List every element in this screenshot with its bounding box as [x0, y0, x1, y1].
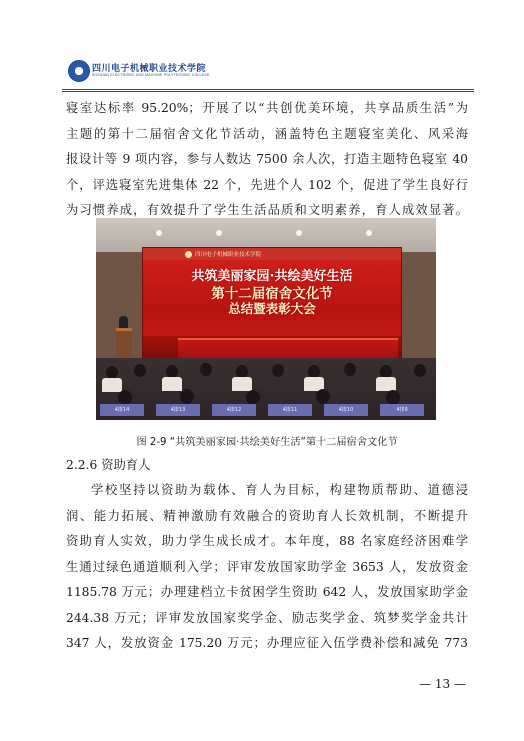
- header-school-name-en: SICHUAN ELECTRONIC AND MACHINE POLYTECHNIC COLLEGE: [92, 73, 210, 77]
- screen-header: [143, 248, 401, 260]
- text-line: 生通过绿色通道顺利入学；评审发放国家助学金 3653 人，发放资金: [66, 559, 468, 574]
- screen-school-name: 四川电子机械职业技术学院: [195, 252, 262, 258]
- banner-line-3: 总结暨表彰大会: [228, 301, 316, 316]
- chair-label: 4排14: [100, 404, 144, 416]
- audience-shirt: [162, 377, 182, 391]
- text-line: 报设计等 9 项内容，参与人数达 7500 余人次，打造主题特色寝室 40: [66, 152, 468, 166]
- text-line: 个，评选寝室先进集体 22 个，先进个人 102 个，促进了学生良好行: [66, 177, 468, 192]
- audience-head: [386, 390, 400, 405]
- text-line: 347 人，发放资金 175.20 万元；办理应征入伍学费补偿和减免 773: [66, 636, 468, 650]
- audience-head: [344, 363, 356, 376]
- screen-logo-icon: [185, 251, 192, 258]
- page-number: — 13 —: [419, 677, 466, 691]
- text-line: 主题的第十二届宿舍文化节活动，涵盖特色主题寝室美化、风采海: [66, 126, 468, 141]
- chair-label: 4排13: [156, 404, 200, 416]
- ceiling-light: [296, 230, 302, 236]
- audience-head: [414, 364, 426, 377]
- audience-head: [246, 390, 260, 405]
- header-rule: [62, 89, 474, 90]
- paragraph-dorm-culture: [66, 96, 468, 224]
- text-line: 资助育人实效，助力学生成长成才。本年度，88 名家庭经济困难学: [66, 534, 468, 548]
- text-line: 学校坚持以资助为载体、育人为目标，构建物质帮助、道德浸: [91, 483, 468, 497]
- school-logo-icon: [68, 60, 90, 82]
- ceiling-light: [216, 230, 222, 236]
- header-rule-thin: [62, 91, 474, 92]
- chair-label: 4排9: [380, 404, 424, 416]
- paragraph-student-aid: [66, 478, 468, 657]
- section-title: 2.2.6 资助育人: [66, 458, 151, 472]
- ceiling-light: [366, 230, 372, 236]
- banner-line-1: 共筑美丽家园·共绘美好生活: [191, 269, 353, 284]
- chair-label: 4排10: [324, 404, 368, 416]
- banner-line-2: 第十二届宿舍文化节: [211, 286, 333, 302]
- audience-head: [200, 363, 212, 376]
- page-header: [62, 58, 474, 92]
- text-line: 244.38 万元；评审发放国家奖学金、励志奖学金、筑梦奖学金共计: [66, 610, 468, 625]
- chair-label: 4排12: [212, 404, 256, 416]
- text-line: 为习惯养成，有效提升了学生生活品质和文明素养，育人成效显著。: [66, 203, 468, 217]
- header-school-name: 四川电子机械职业技术学院: [92, 64, 207, 74]
- text-line: 寝室达标率 95.20%；开展了以“共创优美环境，共享品质生活”为: [66, 101, 468, 115]
- event-photo: [96, 218, 436, 420]
- text-line: 1185.78 万元；办理建档立卡贫困学生资助 642 人，发放国家助学金: [66, 585, 468, 599]
- audience-shirt: [102, 378, 122, 392]
- audience-head: [316, 389, 330, 404]
- audience-head: [180, 389, 194, 404]
- audience-head: [118, 390, 132, 405]
- text-line: 润、能力拓展、精神激励有效融合的资助育人长效机制，不断提升: [66, 508, 468, 523]
- chair-label: 4排11: [268, 404, 312, 416]
- audience-head: [272, 364, 284, 377]
- audience-head: [134, 364, 146, 377]
- audience: [96, 358, 436, 420]
- figure-caption: 图 2-9 “共筑美丽家园·共绘美好生活”第十二届宿舍文化节: [136, 437, 398, 448]
- audience-shirt: [232, 377, 252, 391]
- audience-shirt: [376, 377, 396, 391]
- ceiling-light: [156, 230, 162, 236]
